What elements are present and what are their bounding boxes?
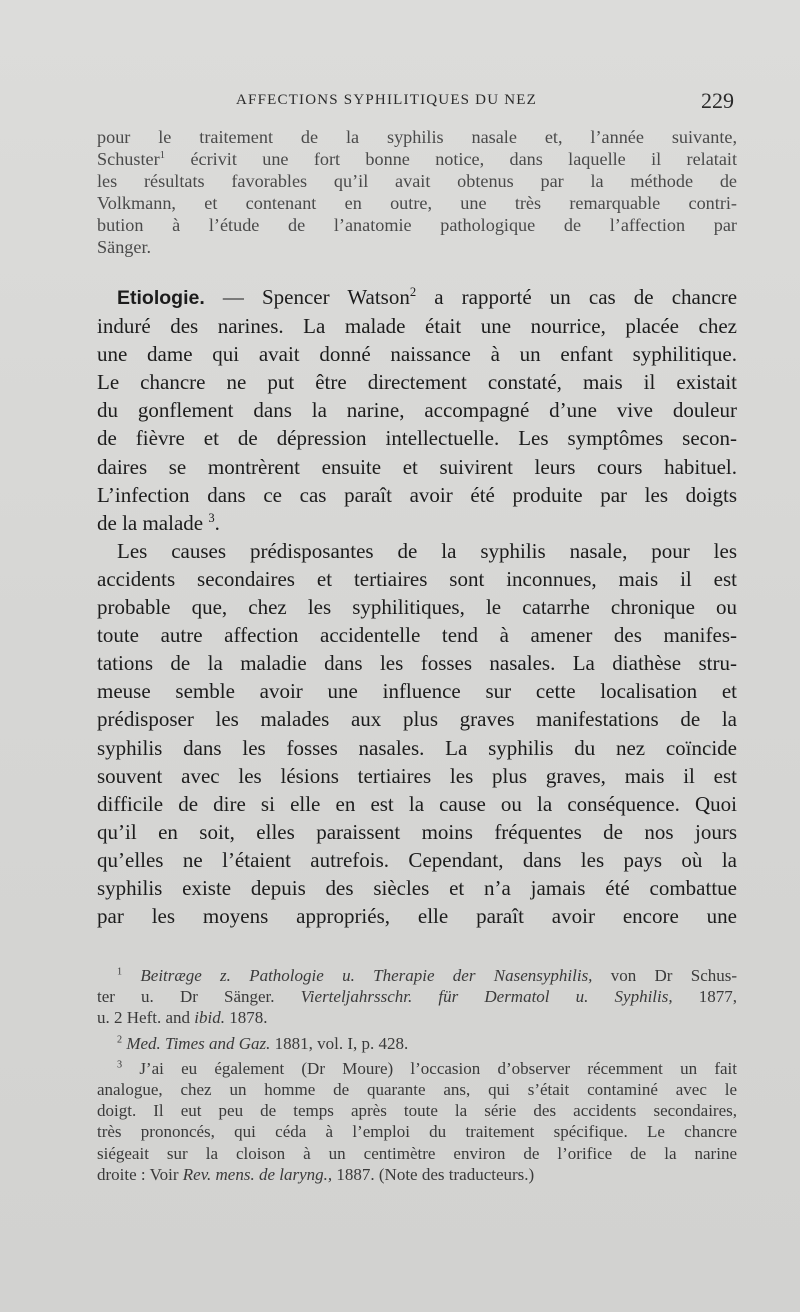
text-line: bution à l’étude de l’anatomie pathologique de l’affection par: [97, 215, 737, 235]
footnote-3-line: analogue, chez un homme de quarante ans, qui s’était contaminé avec le: [97, 1080, 737, 1100]
text-line: une dame qui avait donné naissance à un enfant syphilitique.: [97, 342, 737, 367]
footnote-1-line: ter u. Dr Sänger. Vierteljahrsschr. für Dermatol u. Syphilis, 1877,: [97, 987, 738, 1007]
text-line: par les moyens appropriés, elle paraît avoir encore une: [97, 904, 737, 929]
text-line: daires se montrèrent ensuite et suivirent leurs cours habituel.: [97, 454, 737, 479]
footnote-3-line: doigt. Il eut peu de temps après toute la série des accidents secondaires,: [97, 1101, 737, 1121]
running-title: AFFECTIONS SYPHILITIQUES DU NEZ: [236, 92, 537, 108]
footnote-2: $^2$ Med. Times and Gaz. 1881, vol. I, p. 428.: [117, 1033, 409, 1053]
intro-paragraph: [97, 126, 737, 258]
footnote-1: $^1$ Beitræge z. Pathologie u. Therapie der Nasensyphilis, von Dr Schus-: [117, 966, 738, 985]
footnote-ref: 2: [409, 285, 417, 299]
page-number: 229: [701, 88, 734, 113]
text-line: syphilis dans les fosses nasales. La syphilis du nez coïncide: [97, 735, 737, 760]
footnote-3-line: très prononcés, qui céda à l’emploi du traitement spécifique. Le chancre: [97, 1122, 737, 1142]
text-line: Les causes prédisposantes de la syphilis nasale, pour les: [117, 538, 737, 563]
text-line: qu’il en soit, elles paraissent moins fréquentes de nos jours: [97, 819, 737, 844]
footnote-3-line: droite : Voir Rev. mens. de laryng., 1887. (Note des traducteurs.): [97, 1164, 535, 1184]
text-line: Le chancre ne put être directement constaté, mais il existait: [97, 370, 737, 395]
footnote-3-line: siégeait sur la cloison à un centimètre environ de l’orifice de la narine: [97, 1143, 737, 1163]
text-line: probable que, chez les syphilitiques, le catarrhe chronique ou: [97, 595, 737, 620]
footnotes: [97, 965, 737, 1185]
main-text: [97, 283, 737, 930]
footnote-3: $^3$ J’ai eu également (Dr Moure) l’occasion d’observer récemment un fait: [117, 1058, 737, 1078]
text-line: L’infection dans ce cas paraît avoir été produite par les doigts: [97, 482, 737, 507]
footnote-1-line: u. 2 Heft. and ibid. 1878.: [97, 1008, 268, 1028]
text-line: de la malade $^3$.: [97, 510, 220, 535]
text-line: Etiologie. — Spencer Watson$^2$ a rapporté un cas de chancre: [117, 285, 738, 309]
footnote-ref: 3: [208, 510, 215, 525]
text-line: tations de la maladie dans les fosses nasales. La diathèse stru-: [97, 651, 737, 676]
text-line: de fièvre et de dépression intellectuelle. Les symptômes secon-: [97, 426, 737, 451]
text-line: les résultats favorables qu’il avait obtenus par la méthode de: [97, 171, 737, 191]
text-line: Sänger.: [97, 237, 152, 257]
footnote-ref: 1: [159, 148, 166, 161]
text-line: qu’elles ne l’étaient autrefois. Cependant, dans les pays où la: [97, 847, 737, 872]
text-line: syphilis existe depuis des siècles et n’a jamais été combattue: [97, 875, 737, 900]
text-line: du gonflement dans la narine, accompagné d’une vive douleur: [97, 398, 737, 423]
text-line: Schuster$^1$ écrivit une fort bonne notice, dans laquelle il relatait: [97, 148, 738, 169]
section-heading: Etiologie.: [117, 287, 205, 309]
text-line: toute autre affection accidentelle tend à amener des manifes-: [97, 623, 737, 648]
text-line: difficile de dire si elle en est la cause ou la conséquence. Quoi: [97, 791, 737, 816]
text-line: prédisposer les malades aux plus graves manifestations de la: [97, 707, 737, 732]
text-line: souvent avec les lésions tertiaires les plus graves, mais il est: [97, 763, 737, 788]
text-line: accidents secondaires et tertiaires sont inconnues, mais il est: [97, 566, 737, 591]
text-line: Volkmann, et contenant en outre, une très remarquable contri-: [97, 193, 737, 213]
text-line: pour le traitement de la syphilis nasale et, l’année suivante,: [97, 127, 737, 147]
page-header: [96, 88, 738, 118]
text-line: meuse semble avoir une influence sur cette localisation et: [97, 679, 737, 704]
text-line: induré des narines. La malade était une nourrice, placée chez: [97, 314, 737, 339]
